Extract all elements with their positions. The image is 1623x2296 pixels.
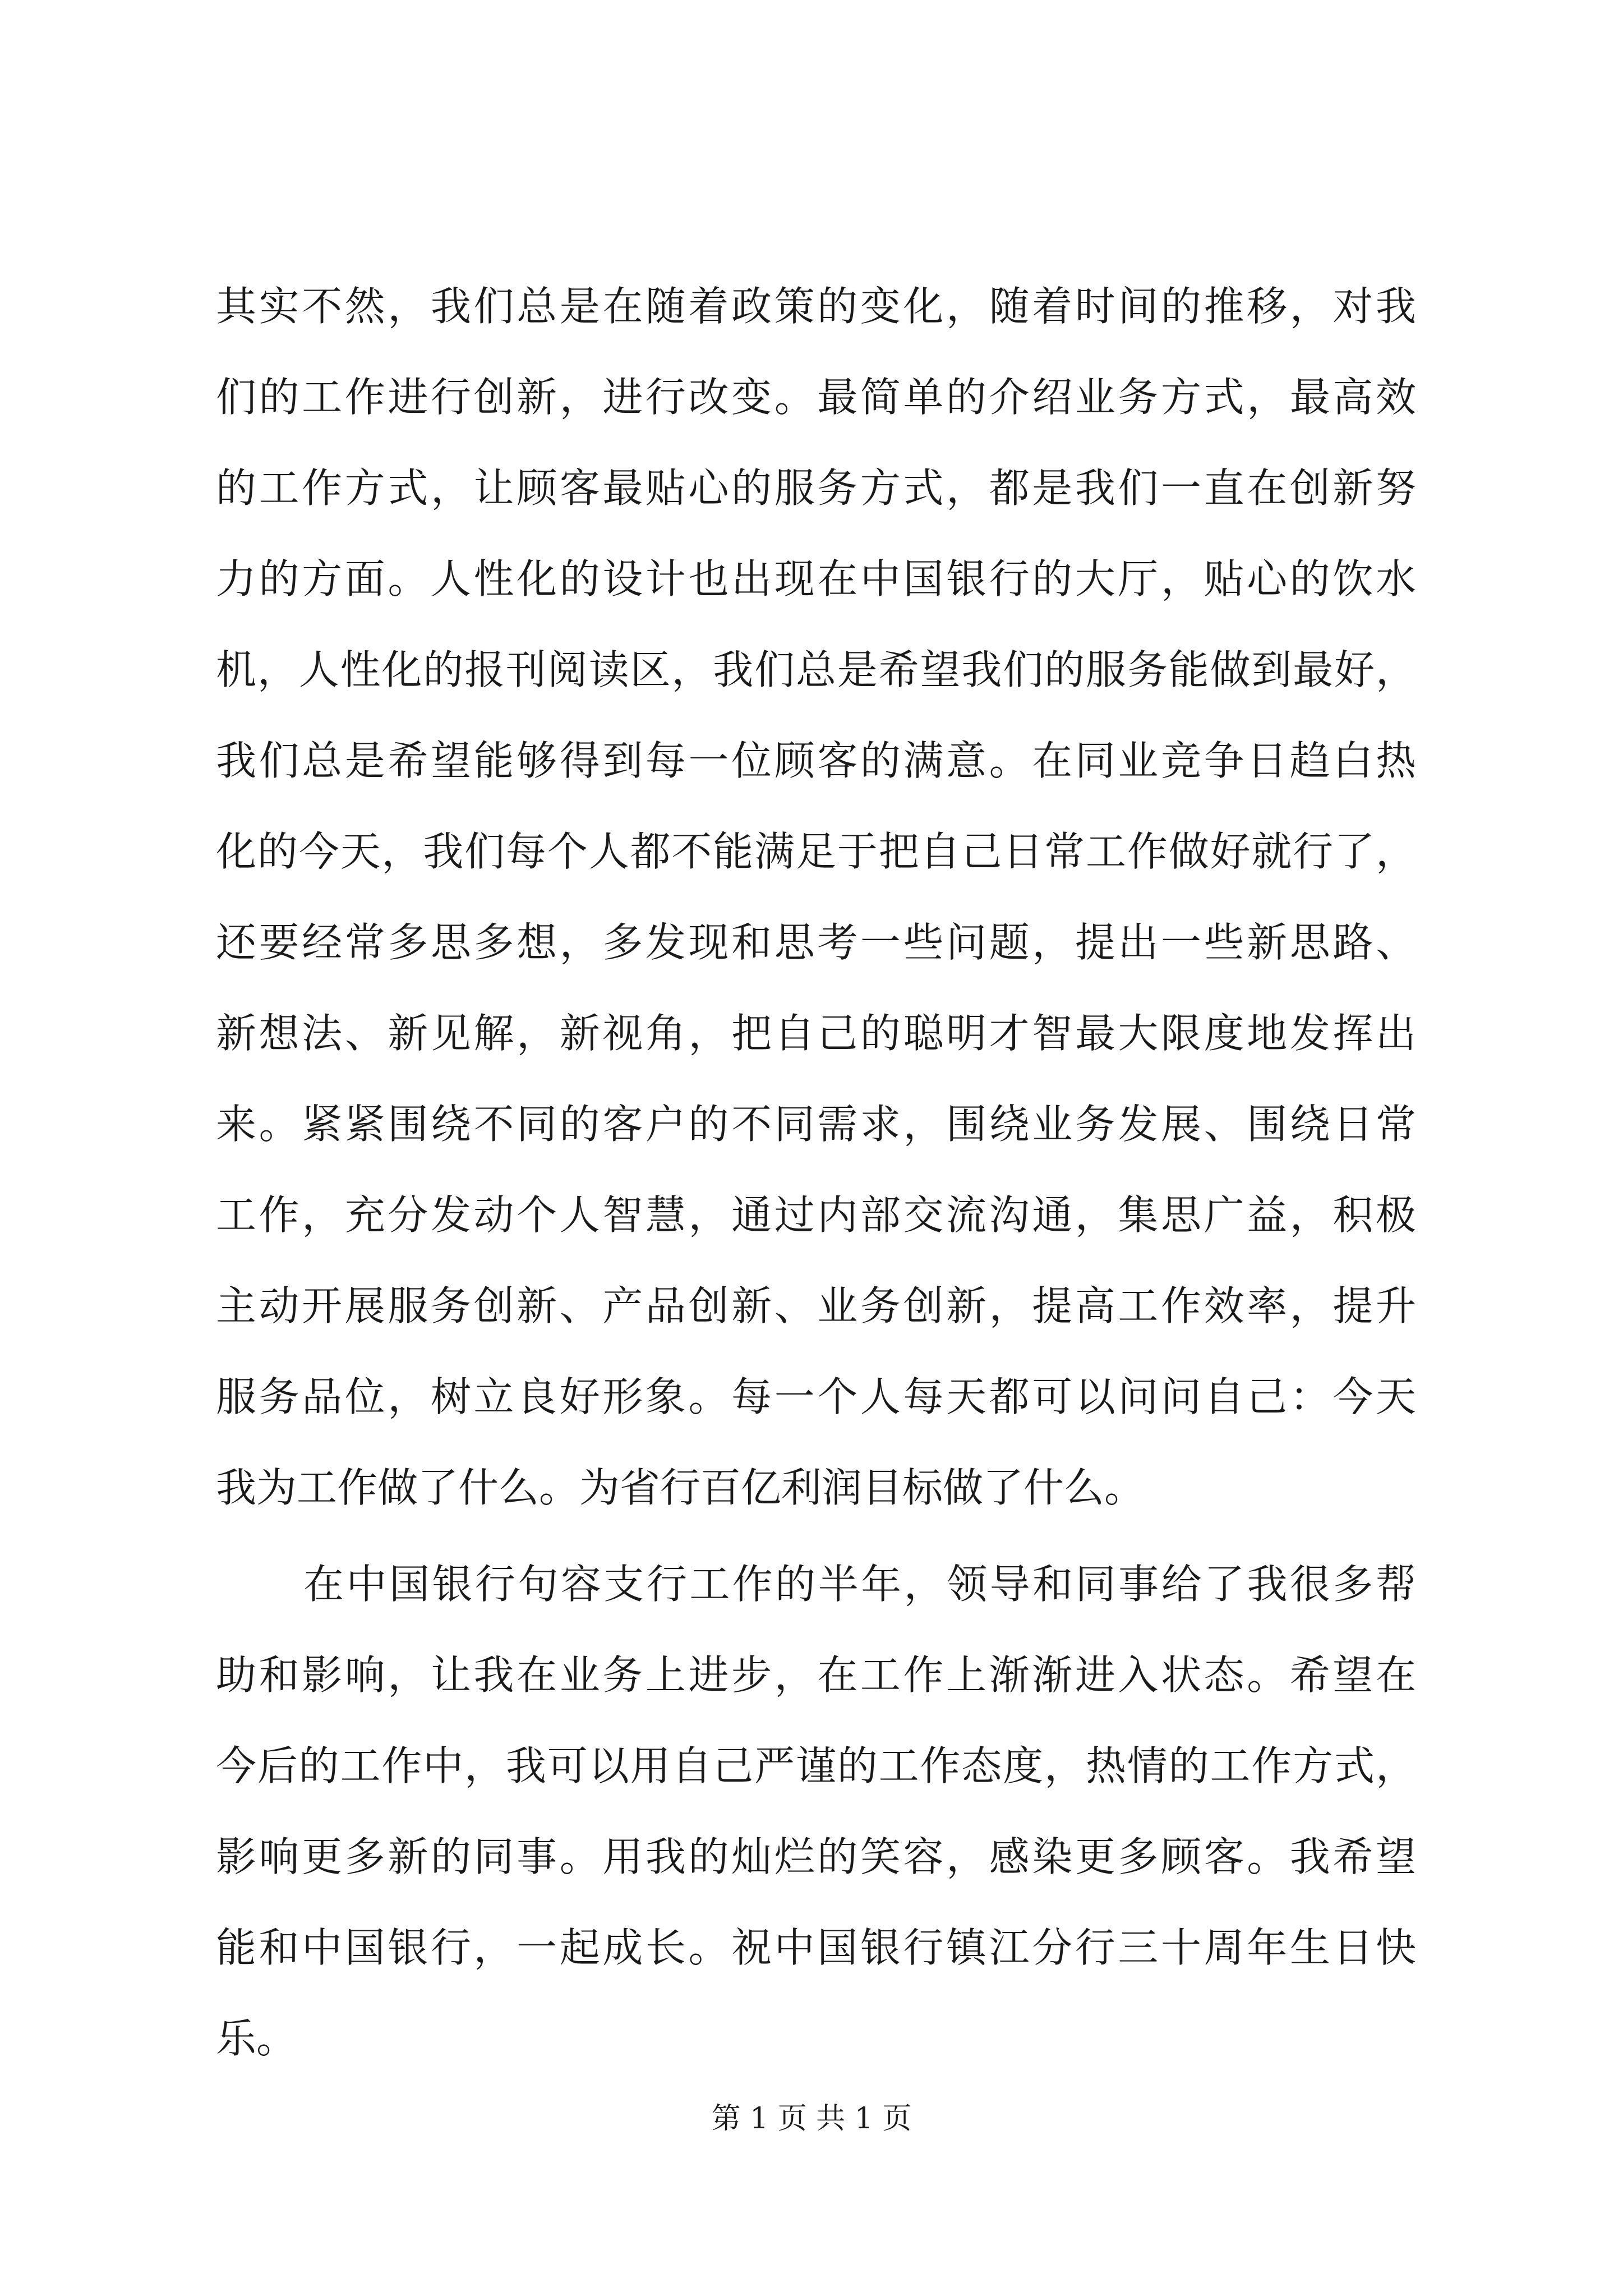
text-line: 机，人性化的报刊阅读区，我们总是希望我们的服务能做到最好， [216,646,1416,693]
text-line: 还要经常多思多想，多发现和思考一些问题，提出一些新思路、 [216,919,1416,966]
text-line: 能和中国银行，一起成长。祝中国银行镇江分行三十周年生日快 [216,1924,1416,1971]
text-line: 工作，充分发动个人智慧，通过内部交流沟通，集思广益，积极 [216,1191,1416,1239]
text-line: 我们总是希望能够得到每一位顾客的满意。在同业竞争日趋白热 [216,737,1416,784]
document-body [216,261,1416,2084]
text-line: 其实不然，我们总是在随着政策的变化，随着时间的推移，对我 [216,283,1416,330]
text-line: 们的工作进行创新，进行改变。最简单的介绍业务方式，最高效 [216,374,1416,421]
text-line: 化的今天，我们每个人都不能满足于把自己日常工作做好就行了， [216,828,1416,875]
text-line: 力的方面。人性化的设计也出现在中国银行的大厅，贴心的饮水 [216,555,1416,602]
text-line: 影响更多新的同事。用我的灿烂的笑容，感染更多顾客。我希望 [216,1833,1416,1880]
text-line: 服务品位，树立良好形象。每一个人每天都可以问问自己：今天 [216,1373,1416,1420]
page-footer: 第 1 页 共 1 页 [711,2102,912,2136]
text-line: 我为工作做了什么。为省行百亿利润目标做了什么。 [216,1464,1145,1511]
text-line: 新想法、新见解，新视角，把自己的聪明才智最大限度地发挥出 [216,1010,1416,1057]
text-line: 主动开展服务创新、产品创新、业务创新，提高工作效率，提升 [216,1282,1416,1329]
text-line: 今后的工作中，我可以用自己严谨的工作态度，热情的工作方式， [216,1742,1416,1789]
paragraph [216,1539,1416,2084]
paragraph-spacer [216,1533,1416,1539]
paragraph [216,261,1416,1533]
text-line: 在中国银行句容支行工作的半年，领导和同事给了我很多帮 [303,1561,1416,1608]
text-line: 的工作方式，让顾客最贴心的服务方式，都是我们一直在创新努 [216,464,1416,512]
text-line: 乐。 [216,2015,297,2062]
text-line: 助和影响，让我在业务上进步，在工作上渐渐进入状态。希望在 [216,1651,1416,1699]
text-line: 来。紧紧围绕不同的客户的不同需求，围绕业务发展、围绕日常 [216,1101,1416,1148]
